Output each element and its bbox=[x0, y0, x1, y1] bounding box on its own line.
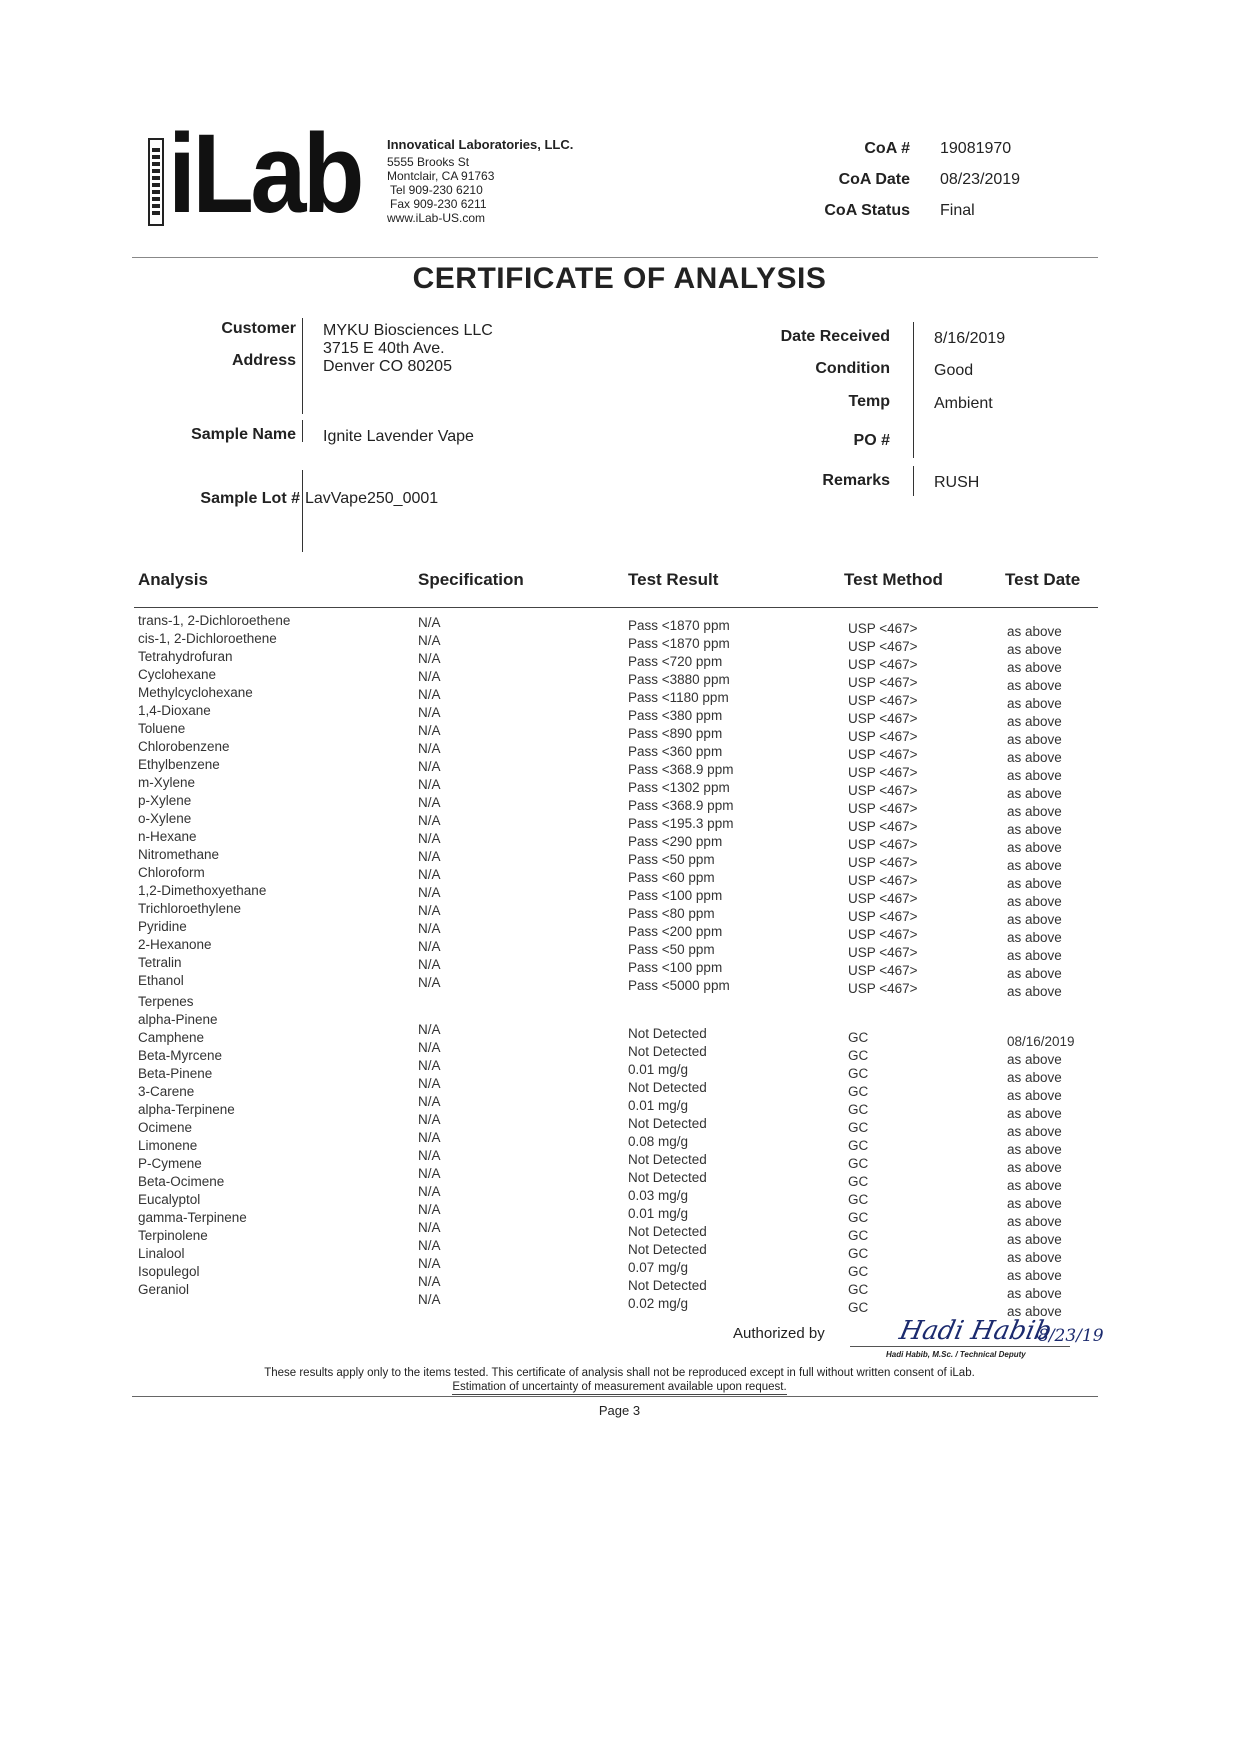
cell-specification: N/A bbox=[418, 705, 441, 720]
cell-test-method: GC bbox=[848, 1246, 869, 1261]
cell-test-date: as above bbox=[1007, 768, 1062, 783]
cell-analysis: Trichloroethylene bbox=[138, 901, 242, 916]
page-title: CERTIFICATE OF ANALYSIS bbox=[412, 262, 827, 295]
cell-analysis: Camphene bbox=[138, 1030, 205, 1045]
col-header-test-date: Test Date bbox=[1005, 570, 1081, 589]
address-label: Address bbox=[231, 352, 296, 369]
terpenes-section-label: Terpenes bbox=[138, 994, 194, 1009]
cell-test-method: GC bbox=[848, 1282, 869, 1297]
signer-name: Hadi Habib, M.Sc. / Technical Deputy bbox=[886, 1350, 1026, 1359]
cell-analysis: trans-1, 2-Dichloroethene bbox=[138, 613, 291, 628]
cell-test-method: GC bbox=[848, 1156, 869, 1171]
cell-analysis: Pyridine bbox=[138, 919, 187, 934]
cell-test-method: USP <467> bbox=[848, 783, 918, 798]
cell-analysis: alpha-Pinene bbox=[138, 1012, 218, 1027]
cell-test-method: USP <467> bbox=[848, 639, 918, 654]
lab-contact-block bbox=[387, 138, 573, 225]
cell-test-method: USP <467> bbox=[848, 747, 918, 762]
cell-specification: N/A bbox=[418, 813, 441, 828]
sample-lot-label: Sample Lot # bbox=[200, 490, 300, 507]
cell-test-date: as above bbox=[1007, 804, 1062, 819]
col-header-specification: Specification bbox=[418, 570, 524, 589]
cell-specification: N/A bbox=[418, 1238, 441, 1253]
cell-test-result: Pass <3880 ppm bbox=[628, 672, 730, 687]
cell-analysis: Ethanol bbox=[138, 973, 184, 988]
cell-analysis: Chloroform bbox=[138, 865, 205, 880]
cell-test-date: as above bbox=[1007, 822, 1062, 837]
cell-test-result: Pass <380 ppm bbox=[628, 708, 723, 723]
cell-specification: N/A bbox=[418, 1256, 441, 1271]
cell-analysis: gamma-Terpinene bbox=[138, 1210, 247, 1225]
cell-specification: N/A bbox=[418, 1184, 441, 1199]
cell-test-date: as above bbox=[1007, 642, 1062, 657]
cell-test-result: Pass <50 ppm bbox=[628, 852, 715, 867]
cell-test-result: Pass <100 ppm bbox=[628, 960, 723, 975]
cell-specification: N/A bbox=[418, 633, 441, 648]
cell-specification: N/A bbox=[418, 1076, 441, 1091]
coa-number-value: 19081970 bbox=[940, 140, 1012, 157]
cell-test-date: as above bbox=[1007, 714, 1062, 729]
cell-test-method: USP <467> bbox=[848, 837, 918, 852]
cell-specification: N/A bbox=[418, 1148, 441, 1163]
disclaimer-line-1: These results apply only to the items tested. This certificate of analysis shall not be reproduced except in full without written consent of iLab. bbox=[264, 1367, 975, 1379]
cell-analysis: Chlorobenzene bbox=[138, 739, 230, 754]
cell-test-method: USP <467> bbox=[848, 675, 918, 690]
logo-barcode-mark bbox=[148, 138, 164, 226]
cell-test-method: USP <467> bbox=[848, 693, 918, 708]
cell-analysis: Eucalyptol bbox=[138, 1192, 201, 1207]
cell-specification: N/A bbox=[418, 651, 441, 666]
cell-specification: N/A bbox=[418, 903, 441, 918]
table-header-rule bbox=[134, 607, 1098, 608]
cell-analysis: Linalool bbox=[138, 1246, 185, 1261]
cell-analysis: 3-Carene bbox=[138, 1084, 195, 1099]
cell-test-method: USP <467> bbox=[848, 963, 918, 978]
cell-test-date: as above bbox=[1007, 1160, 1062, 1175]
cell-test-method: GC bbox=[848, 1192, 869, 1207]
cell-analysis: P-Cymene bbox=[138, 1156, 202, 1171]
cell-test-method: USP <467> bbox=[848, 657, 918, 672]
cell-analysis: p-Xylene bbox=[138, 793, 192, 808]
cell-test-result: Pass <1870 ppm bbox=[628, 618, 730, 633]
cell-test-date: as above bbox=[1007, 1232, 1062, 1247]
cell-specification: N/A bbox=[418, 1058, 441, 1073]
signature-line bbox=[850, 1346, 1070, 1347]
coa-status-value: Final bbox=[940, 202, 975, 219]
customer-address-line1: 3715 E 40th Ave. bbox=[323, 340, 445, 357]
customer-address-line2: Denver CO 80205 bbox=[323, 358, 452, 375]
cell-specification: N/A bbox=[418, 1112, 441, 1127]
cell-test-method: USP <467> bbox=[848, 855, 918, 870]
signature-date: 8/23/19 bbox=[1038, 1326, 1104, 1346]
cell-test-date: as above bbox=[1007, 696, 1062, 711]
cell-analysis: Nitromethane bbox=[138, 847, 220, 862]
cell-test-result: 0.07 mg/g bbox=[628, 1260, 689, 1275]
cell-test-result: Pass <368.9 ppm bbox=[628, 762, 734, 777]
authorized-by-label: Authorized by bbox=[733, 1325, 825, 1342]
cell-specification: N/A bbox=[418, 759, 441, 774]
cell-test-date: as above bbox=[1007, 1106, 1062, 1121]
cell-specification: N/A bbox=[418, 795, 441, 810]
cell-specification: N/A bbox=[418, 1094, 441, 1109]
cell-test-result: Pass <80 ppm bbox=[628, 906, 715, 921]
cell-test-method: GC bbox=[848, 1264, 869, 1279]
cell-specification: N/A bbox=[418, 669, 441, 684]
cell-analysis: Ethylbenzene bbox=[138, 757, 220, 772]
cell-test-date: as above bbox=[1007, 678, 1062, 693]
cell-test-date: as above bbox=[1007, 912, 1062, 927]
cell-test-method: USP <467> bbox=[848, 711, 918, 726]
cell-test-method: GC bbox=[848, 1102, 869, 1117]
cell-specification: N/A bbox=[418, 687, 441, 702]
cell-analysis: 2-Hexanone bbox=[138, 937, 212, 952]
cell-specification: N/A bbox=[418, 1202, 441, 1217]
condition-value: Good bbox=[934, 362, 974, 379]
cell-test-result: 0.03 mg/g bbox=[628, 1188, 689, 1203]
cell-test-method: GC bbox=[848, 1120, 869, 1135]
cell-specification: N/A bbox=[418, 939, 441, 954]
lab-name: Innovatical Laboratories, LLC. bbox=[387, 137, 574, 152]
cell-test-date: as above bbox=[1007, 1142, 1062, 1157]
cell-test-method: GC bbox=[848, 1174, 869, 1189]
cell-test-result: Not Detected bbox=[628, 1278, 707, 1293]
cell-test-date: as above bbox=[1007, 840, 1062, 855]
cell-test-result: Not Detected bbox=[628, 1170, 707, 1185]
col-header-test-method: Test Method bbox=[844, 570, 943, 589]
cell-test-method: USP <467> bbox=[848, 909, 918, 924]
cell-test-result: Pass <890 ppm bbox=[628, 726, 723, 741]
cell-test-result: Not Detected bbox=[628, 1224, 707, 1239]
cell-test-date: as above bbox=[1007, 1070, 1062, 1085]
cell-specification: N/A bbox=[418, 723, 441, 738]
cell-test-date: as above bbox=[1007, 786, 1062, 801]
cell-specification: N/A bbox=[418, 885, 441, 900]
cell-specification: N/A bbox=[418, 777, 441, 792]
cell-test-date: as above bbox=[1007, 1178, 1062, 1193]
cell-test-method: USP <467> bbox=[848, 621, 918, 636]
cell-test-result: Pass <1302 ppm bbox=[628, 780, 730, 795]
cell-specification: N/A bbox=[418, 1130, 441, 1145]
ilab-logo bbox=[148, 111, 361, 236]
coa-status-row bbox=[780, 202, 1040, 233]
cell-test-result: Pass <1180 ppm bbox=[628, 690, 729, 705]
cell-test-date: as above bbox=[1007, 1196, 1062, 1211]
cell-test-result: Not Detected bbox=[628, 1116, 707, 1131]
receipt-divider-po bbox=[913, 424, 914, 458]
lab-street: 5555 Brooks St bbox=[387, 155, 470, 169]
cell-test-date: as above bbox=[1007, 1088, 1062, 1103]
lab-tel: Tel 909-230 6210 bbox=[390, 183, 483, 197]
cell-specification: N/A bbox=[418, 831, 441, 846]
cell-test-result: Pass <60 ppm bbox=[628, 870, 715, 885]
cell-specification: N/A bbox=[418, 1220, 441, 1235]
cell-test-date: as above bbox=[1007, 732, 1062, 747]
coa-number-label: CoA # bbox=[864, 140, 910, 157]
cell-test-method: GC bbox=[848, 1084, 869, 1099]
remarks-label: Remarks bbox=[822, 472, 890, 489]
col-header-test-result: Test Result bbox=[628, 570, 719, 589]
col-header-analysis: Analysis bbox=[138, 570, 208, 589]
coa-info bbox=[780, 140, 1040, 233]
remarks-value: RUSH bbox=[934, 474, 980, 491]
cell-analysis: Beta-Ocimene bbox=[138, 1174, 225, 1189]
cell-analysis: Methylcyclohexane bbox=[138, 685, 253, 700]
sample-name-label: Sample Name bbox=[191, 426, 296, 443]
cell-analysis: m-Xylene bbox=[138, 775, 196, 790]
cell-test-date: as above bbox=[1007, 1286, 1062, 1301]
cell-test-result: 0.01 mg/g bbox=[628, 1206, 689, 1221]
disclaimer-line-2: Estimation of uncertainty of measurement available upon request. bbox=[452, 1381, 787, 1393]
logo-text: iLab bbox=[168, 111, 361, 236]
cell-analysis: Toluene bbox=[138, 721, 186, 736]
cell-test-result: Pass <100 ppm bbox=[628, 888, 723, 903]
cell-test-result: Not Detected bbox=[628, 1152, 707, 1167]
coa-date-row bbox=[780, 171, 1040, 202]
cell-test-date: as above bbox=[1007, 1124, 1062, 1139]
lab-web: www.iLab-US.com bbox=[387, 211, 486, 225]
cell-analysis: Tetralin bbox=[138, 955, 182, 970]
cell-test-result: Pass <195.3 ppm bbox=[628, 816, 734, 831]
cell-test-date: as above bbox=[1007, 1214, 1062, 1229]
cell-test-date: as above bbox=[1007, 876, 1062, 891]
date-received-label: Date Received bbox=[780, 328, 890, 345]
cell-analysis: Limonene bbox=[138, 1138, 198, 1153]
cell-analysis: 1,4-Dioxane bbox=[138, 703, 211, 718]
cell-analysis: Beta-Pinene bbox=[138, 1066, 213, 1081]
lab-city: Montclair, CA 91763 bbox=[387, 169, 495, 183]
cell-test-method: GC bbox=[848, 1228, 869, 1243]
cell-test-result: Not Detected bbox=[628, 1242, 707, 1257]
cell-analysis: 1,2-Dimethoxyethane bbox=[138, 883, 267, 898]
cell-test-method: USP <467> bbox=[848, 981, 918, 996]
cell-analysis: cis-1, 2-Dichloroethene bbox=[138, 631, 277, 646]
cell-test-method: USP <467> bbox=[848, 729, 918, 744]
cell-test-method: GC bbox=[848, 1210, 869, 1225]
cell-analysis: Geraniol bbox=[138, 1282, 190, 1297]
cell-analysis: o-Xylene bbox=[138, 811, 192, 826]
cell-test-date: as above bbox=[1007, 1304, 1062, 1319]
lab-fax: Fax 909-230 6211 bbox=[390, 197, 487, 211]
cell-test-date: as above bbox=[1007, 1268, 1062, 1283]
cell-test-result: 0.01 mg/g bbox=[628, 1098, 689, 1113]
sample-name-value: Ignite Lavender Vape bbox=[323, 428, 474, 445]
cell-test-result: Not Detected bbox=[628, 1044, 707, 1059]
cell-test-date: as above bbox=[1007, 660, 1062, 675]
cell-analysis: Beta-Myrcene bbox=[138, 1048, 223, 1063]
cell-test-date: as above bbox=[1007, 624, 1062, 639]
coa-number-row bbox=[780, 140, 1040, 171]
temp-label: Temp bbox=[848, 393, 890, 410]
cell-test-result: Pass <720 ppm bbox=[628, 654, 723, 669]
customer-name: MYKU Biosciences LLC bbox=[323, 322, 493, 339]
cell-test-date: as above bbox=[1007, 948, 1062, 963]
cell-specification: N/A bbox=[418, 1040, 441, 1055]
cell-specification: N/A bbox=[418, 1166, 441, 1181]
cell-specification: N/A bbox=[418, 615, 441, 630]
cell-test-result: Pass <360 ppm bbox=[628, 744, 723, 759]
cell-specification: N/A bbox=[418, 741, 441, 756]
cell-test-result: Pass <290 ppm bbox=[628, 834, 723, 849]
customer-divider bbox=[302, 318, 303, 414]
cell-test-date: as above bbox=[1007, 1250, 1062, 1265]
cell-test-result: 0.01 mg/g bbox=[628, 1062, 689, 1077]
receipt-divider-main bbox=[913, 322, 914, 434]
cell-test-date: as above bbox=[1007, 966, 1062, 981]
cell-test-result: Not Detected bbox=[628, 1026, 707, 1041]
cell-analysis: Ocimene bbox=[138, 1120, 193, 1135]
footer-divider bbox=[132, 1396, 1098, 1397]
condition-label: Condition bbox=[815, 360, 890, 377]
cell-test-date: as above bbox=[1007, 930, 1062, 945]
cell-test-method: GC bbox=[848, 1066, 869, 1081]
disclaimer bbox=[0, 1366, 1239, 1395]
cell-test-method: USP <467> bbox=[848, 819, 918, 834]
cell-test-date: as above bbox=[1007, 1052, 1062, 1067]
cell-specification: N/A bbox=[418, 921, 441, 936]
cell-specification: N/A bbox=[418, 1274, 441, 1289]
cell-test-method: GC bbox=[848, 1048, 869, 1063]
cell-analysis: Terpinolene bbox=[138, 1228, 208, 1243]
cell-specification: N/A bbox=[418, 849, 441, 864]
cell-test-result: Pass <200 ppm bbox=[628, 924, 723, 939]
cell-test-method: GC bbox=[848, 1138, 869, 1153]
header-divider bbox=[132, 257, 1098, 258]
cell-test-method: GC bbox=[848, 1030, 869, 1045]
cell-specification: N/A bbox=[418, 867, 441, 882]
cell-test-method: USP <467> bbox=[848, 945, 918, 960]
coa-status-label: CoA Status bbox=[824, 202, 910, 219]
cell-test-result: 0.08 mg/g bbox=[628, 1134, 689, 1149]
date-received-value: 8/16/2019 bbox=[934, 330, 1006, 347]
cell-test-method: USP <467> bbox=[848, 927, 918, 942]
cell-test-result: 0.02 mg/g bbox=[628, 1296, 689, 1311]
customer-label: Customer bbox=[221, 320, 296, 337]
page-number: Page 3 bbox=[598, 1403, 641, 1418]
cell-test-result: Pass <5000 ppm bbox=[628, 978, 730, 993]
cell-analysis: alpha-Terpinene bbox=[138, 1102, 235, 1117]
cell-test-result: Not Detected bbox=[628, 1080, 707, 1095]
cell-test-method: USP <467> bbox=[848, 873, 918, 888]
cell-test-date: as above bbox=[1007, 858, 1062, 873]
sample-name-divider bbox=[302, 420, 303, 442]
cell-specification: N/A bbox=[418, 1022, 441, 1037]
cell-test-method: USP <467> bbox=[848, 801, 918, 816]
cell-test-result: Pass <368.9 ppm bbox=[628, 798, 734, 813]
cell-test-method: USP <467> bbox=[848, 891, 918, 906]
sample-lot-divider bbox=[302, 470, 303, 552]
cell-analysis: Cyclohexane bbox=[138, 667, 217, 682]
cell-test-date: as above bbox=[1007, 750, 1062, 765]
po-label: PO # bbox=[853, 432, 890, 449]
cell-test-date: as above bbox=[1007, 984, 1062, 999]
cell-analysis: n-Hexane bbox=[138, 829, 197, 844]
coa-date-value: 08/23/2019 bbox=[940, 171, 1021, 188]
cell-specification: N/A bbox=[418, 1292, 441, 1307]
coa-date-label: CoA Date bbox=[838, 171, 910, 188]
cell-test-method: GC bbox=[848, 1300, 869, 1315]
cell-specification: N/A bbox=[418, 975, 441, 990]
temp-value: Ambient bbox=[934, 395, 993, 412]
sample-lot-value: LavVape250_0001 bbox=[305, 490, 439, 507]
signature: Hadi Habib bbox=[896, 1316, 1055, 1346]
cell-test-result: Pass <50 ppm bbox=[628, 942, 715, 957]
cell-test-date: 08/16/2019 bbox=[1007, 1034, 1075, 1049]
cell-test-method: USP <467> bbox=[848, 765, 918, 780]
cell-analysis: Tetrahydrofuran bbox=[138, 649, 233, 664]
cell-test-result: Pass <1870 ppm bbox=[628, 636, 730, 651]
cell-test-date: as above bbox=[1007, 894, 1062, 909]
cell-analysis: Isopulegol bbox=[138, 1264, 200, 1279]
receipt-divider-remarks bbox=[913, 466, 914, 496]
cell-specification: N/A bbox=[418, 957, 441, 972]
